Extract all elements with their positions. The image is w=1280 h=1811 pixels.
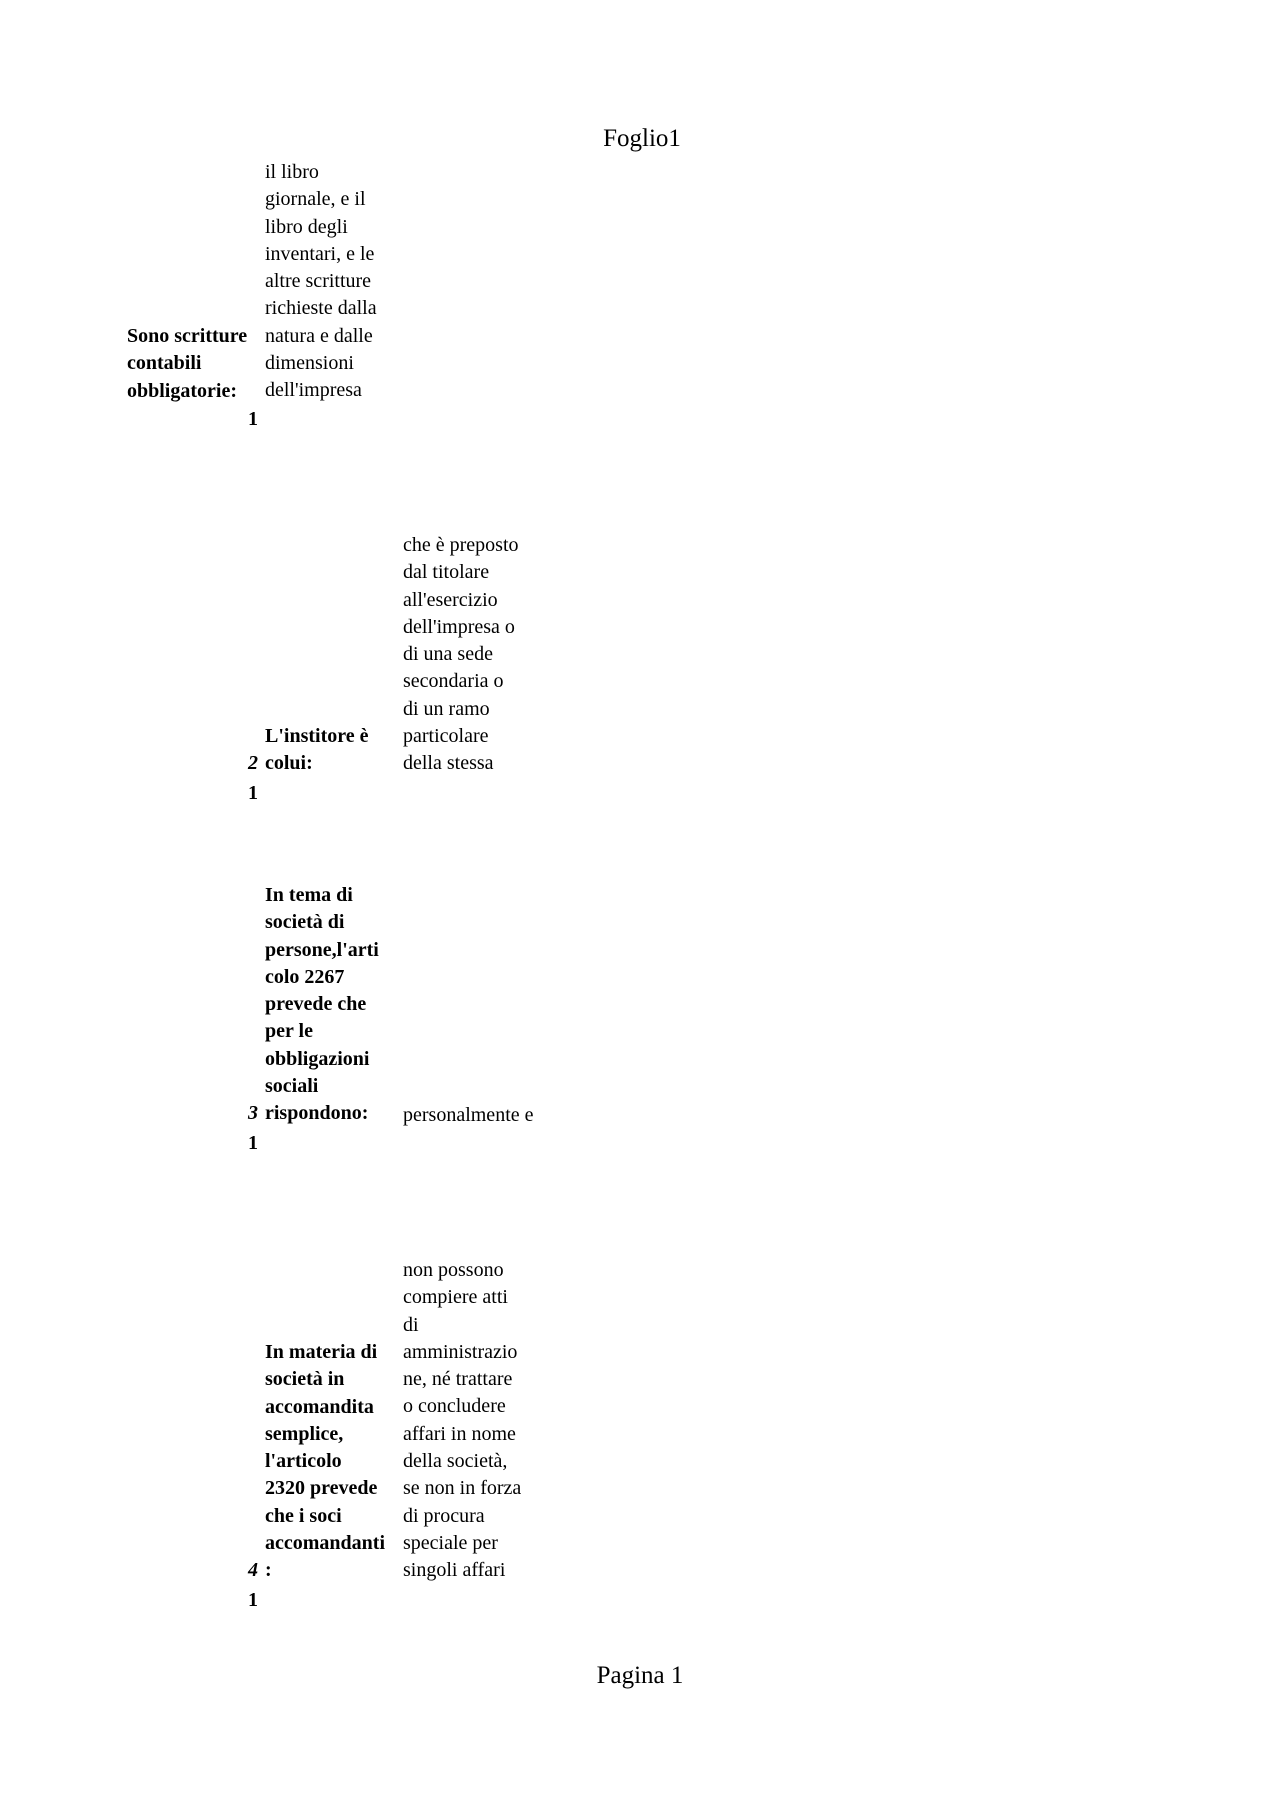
sheet-title-text: Foglio1 bbox=[603, 125, 681, 152]
answer-3: personalmente e bbox=[403, 1104, 534, 1126]
row-index-4: 4 bbox=[248, 1559, 258, 1581]
row-index-2: 2 bbox=[248, 752, 258, 774]
page-footer bbox=[0, 1661, 1280, 1691]
sheet-title bbox=[0, 124, 1280, 154]
row-marker-1: 1 bbox=[248, 408, 258, 430]
row-index-3: 3 bbox=[248, 1102, 258, 1124]
page-number: Pagina 1 bbox=[596, 1662, 684, 1689]
row-marker-4: 1 bbox=[248, 1589, 258, 1611]
answer-2: che è preposto dal titolare all'esercizio dell'impresa o di una sede secondaria o di un ramo particolare della stessa bbox=[403, 534, 519, 775]
question-1: Sono scritture contabili obbligatorie: bbox=[127, 325, 248, 402]
question-2: L'institore è colui: bbox=[265, 725, 369, 775]
answer-4: non possono compiere atti di amministrazio ne, né trattare o concludere affari in nome della società, se non in forza di procura speciale per singoli affari bbox=[403, 1259, 522, 1582]
question-3: In tema di società di persone,l'arti colo 2267 prevede che per le obbligazioni sociali rispondono: bbox=[265, 884, 379, 1125]
row-marker-2: 1 bbox=[248, 782, 258, 804]
question-4: In materia di società in accomandita semplice, l'articolo 2320 prevede che i soci accomandanti : bbox=[265, 1341, 385, 1582]
row-marker-3: 1 bbox=[248, 1132, 258, 1154]
answer-1: il libro giornale, e il libro degli inventari, e le altre scritture richieste dalla natura e dalle dimensioni dell'impresa bbox=[265, 161, 377, 402]
